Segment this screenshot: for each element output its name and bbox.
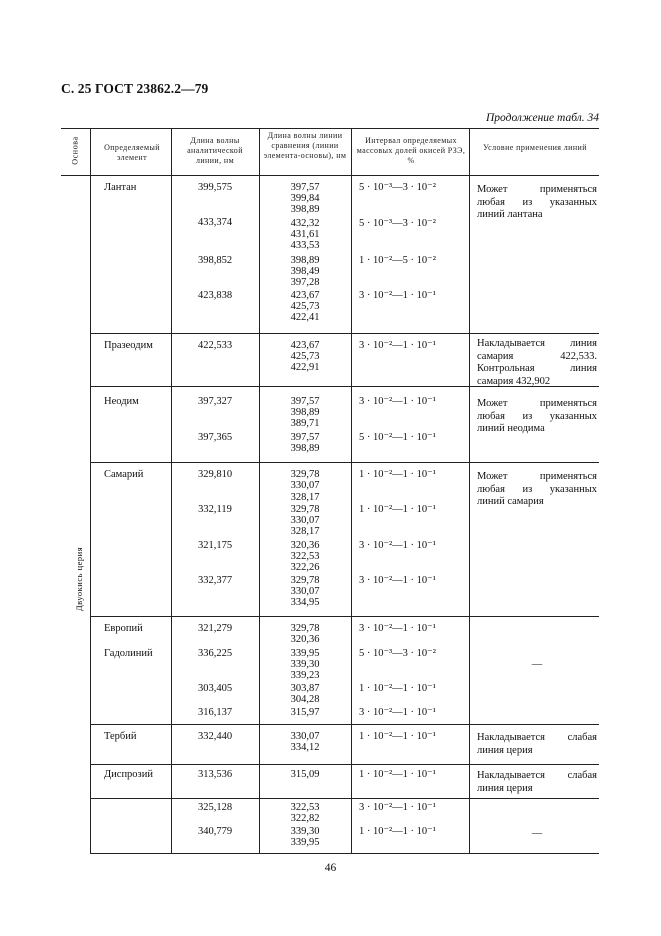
reference-line: 423,67 xyxy=(290,340,320,351)
reference-line: 433,53 xyxy=(290,240,320,251)
reference-line: 398,89 xyxy=(290,255,320,266)
analytic-line: 423,838 xyxy=(197,290,233,301)
page-number: 46 xyxy=(324,862,337,874)
reference-line: 398,89 xyxy=(290,204,320,215)
rule xyxy=(171,128,172,854)
header-base: Основа xyxy=(70,136,80,165)
range: 3 · 10⁻²—1 · 10⁻¹ xyxy=(359,396,436,407)
element-name: Самарий xyxy=(104,469,144,480)
rule xyxy=(90,764,599,765)
reference-line: 425,73 xyxy=(290,351,320,362)
analytic-line: 397,327 xyxy=(197,396,233,407)
reference-line: 315,97 xyxy=(290,707,320,718)
header-analytic-line: Длина волны аналитической линии, нм xyxy=(187,136,243,165)
reference-line: 431,61 xyxy=(290,229,320,240)
reference-line: 397,57 xyxy=(290,432,320,443)
reference-line: 339,30 xyxy=(290,826,320,837)
reference-line: 329,78 xyxy=(290,575,320,586)
element-name: Гадолиний xyxy=(104,648,153,659)
range: 3 · 10⁻²—1 · 10⁻¹ xyxy=(359,623,436,634)
condition-note: — xyxy=(531,828,543,839)
analytic-line: 332,440 xyxy=(197,731,233,742)
condition-note: Накладывается линия самария 422,533. Контрольная линия самария 432,902 xyxy=(477,338,597,387)
reference-line: 329,78 xyxy=(290,504,320,515)
reference-line: 397,28 xyxy=(290,277,320,288)
rule xyxy=(90,853,599,854)
rule xyxy=(90,128,91,854)
rule xyxy=(90,724,599,725)
table-continuation-label: Продолжение табл. 34 xyxy=(486,112,599,124)
analytic-line: 321,175 xyxy=(197,540,233,551)
condition-note: Накладывается слабая линия церия xyxy=(477,732,597,756)
element-name: Тербий xyxy=(104,731,137,742)
base-label: Двуокись церия xyxy=(74,546,84,612)
reference-line: 397,57 xyxy=(290,182,320,193)
reference-line: 322,53 xyxy=(290,802,320,813)
reference-line: 330,07 xyxy=(290,480,320,491)
condition-note: Накладывается слабая линия церия xyxy=(477,770,597,794)
analytic-line: 332,119 xyxy=(198,504,232,515)
analytic-line: 336,225 xyxy=(197,648,233,659)
analytic-line: 397,365 xyxy=(197,432,233,443)
header-condition: Условие применения линий xyxy=(483,143,587,152)
rule xyxy=(351,128,352,854)
range: 5 · 10⁻³—3 · 10⁻² xyxy=(359,218,436,229)
rule xyxy=(90,616,599,617)
range: 1 · 10⁻²—1 · 10⁻¹ xyxy=(359,731,436,742)
reference-line: 330,07 xyxy=(290,515,320,526)
reference-line: 389,71 xyxy=(290,418,320,429)
reference-line: 422,41 xyxy=(290,312,320,323)
analytic-line: 399,575 xyxy=(197,182,233,193)
range: 5 · 10⁻³—3 · 10⁻² xyxy=(359,182,436,193)
rule xyxy=(259,128,260,854)
condition-note: Может применяться любая из указанных линий лантана xyxy=(477,184,597,221)
reference-line: 399,84 xyxy=(290,193,320,204)
analytic-line: 332,377 xyxy=(197,575,233,586)
condition-note: — xyxy=(531,659,543,670)
element-name: Диспрозий xyxy=(104,769,153,780)
rule xyxy=(61,175,599,176)
element-name: Неодим xyxy=(104,396,139,407)
reference-line: 329,78 xyxy=(290,469,320,480)
analytic-line: 313,536 xyxy=(197,769,233,780)
reference-line: 339,95 xyxy=(290,648,320,659)
range: 3 · 10⁻²—1 · 10⁻¹ xyxy=(359,290,436,301)
rule xyxy=(90,333,599,334)
range: 1 · 10⁻²—1 · 10⁻¹ xyxy=(359,683,436,694)
analytic-line: 329,810 xyxy=(197,469,233,480)
analytic-line: 340,779 xyxy=(197,826,233,837)
reference-line: 330,07 xyxy=(290,586,320,597)
analytic-line: 303,405 xyxy=(197,683,233,694)
reference-line: 303,87 xyxy=(290,683,320,694)
rule xyxy=(90,798,599,799)
range: 5 · 10⁻³—3 · 10⁻² xyxy=(359,648,436,659)
header-reference-line: Длина волны линии сравнения (линии элемента-основы), нм xyxy=(263,131,347,160)
reference-line: 398,89 xyxy=(290,443,320,454)
range: 3 · 10⁻²—1 · 10⁻¹ xyxy=(359,340,436,351)
reference-line: 423,67 xyxy=(290,290,320,301)
reference-line: 425,73 xyxy=(290,301,320,312)
reference-line: 320,36 xyxy=(290,540,320,551)
rule xyxy=(469,128,470,854)
element-name: Лантан xyxy=(104,182,137,193)
range: 1 · 10⁻²—5 · 10⁻² xyxy=(359,255,436,266)
rule xyxy=(90,462,599,463)
range: 5 · 10⁻²—1 · 10⁻¹ xyxy=(359,432,436,443)
reference-line: 328,17 xyxy=(290,526,320,537)
range: 3 · 10⁻²—1 · 10⁻¹ xyxy=(359,540,436,551)
range: 3 · 10⁻²—1 · 10⁻¹ xyxy=(359,802,436,813)
page-header: С. 25 ГОСТ 23862.2—79 xyxy=(61,81,209,96)
range: 1 · 10⁻²—1 · 10⁻¹ xyxy=(359,469,436,480)
reference-line: 339,95 xyxy=(290,837,320,848)
reference-line: 397,57 xyxy=(290,396,320,407)
rule xyxy=(61,128,599,129)
reference-line: 432,32 xyxy=(290,218,320,229)
range: 1 · 10⁻²—1 · 10⁻¹ xyxy=(359,504,436,515)
analytic-line: 422,533 xyxy=(197,340,233,351)
range: 1 · 10⁻²—1 · 10⁻¹ xyxy=(359,826,436,837)
reference-line: 334,12 xyxy=(290,742,320,753)
analytic-line: 433,374 xyxy=(197,217,233,228)
data-table xyxy=(61,128,599,854)
reference-line: 329,78 xyxy=(290,623,320,634)
header-element: Определяемый элемент xyxy=(104,143,160,162)
analytic-line: 321,279 xyxy=(197,623,233,634)
reference-line: 320,36 xyxy=(290,634,320,645)
reference-line: 334,95 xyxy=(290,597,320,608)
reference-line: 322,82 xyxy=(290,813,320,824)
reference-line: 322,26 xyxy=(290,562,320,573)
analytic-line: 316,137 xyxy=(197,707,233,718)
condition-note: Может применяться любая из указанных линий самария xyxy=(477,471,597,508)
reference-line: 304,28 xyxy=(290,694,320,705)
reference-line: 398,89 xyxy=(290,407,320,418)
reference-line: 322,53 xyxy=(290,551,320,562)
analytic-line: 325,128 xyxy=(197,802,233,813)
range: 1 · 10⁻²—1 · 10⁻¹ xyxy=(359,769,436,780)
range: 3 · 10⁻²—1 · 10⁻¹ xyxy=(359,707,436,718)
range: 3 · 10⁻²—1 · 10⁻¹ xyxy=(359,575,436,586)
reference-line: 315,09 xyxy=(290,769,320,780)
element-name: Празеодим xyxy=(104,340,153,351)
reference-line: 328,17 xyxy=(290,492,320,503)
analytic-line: 398,852 xyxy=(197,255,233,266)
reference-line: 330,07 xyxy=(290,731,320,742)
reference-line: 398,49 xyxy=(290,266,320,277)
header-range: Интервал определяемых массовых долей окисей РЗЭ, % xyxy=(356,136,466,165)
reference-line: 339,23 xyxy=(290,670,320,681)
condition-note: Может применяться любая из указанных линий неодима xyxy=(477,398,597,435)
element-name: Европий xyxy=(104,623,143,634)
reference-line: 339,30 xyxy=(290,659,320,670)
reference-line: 422,91 xyxy=(290,362,320,373)
